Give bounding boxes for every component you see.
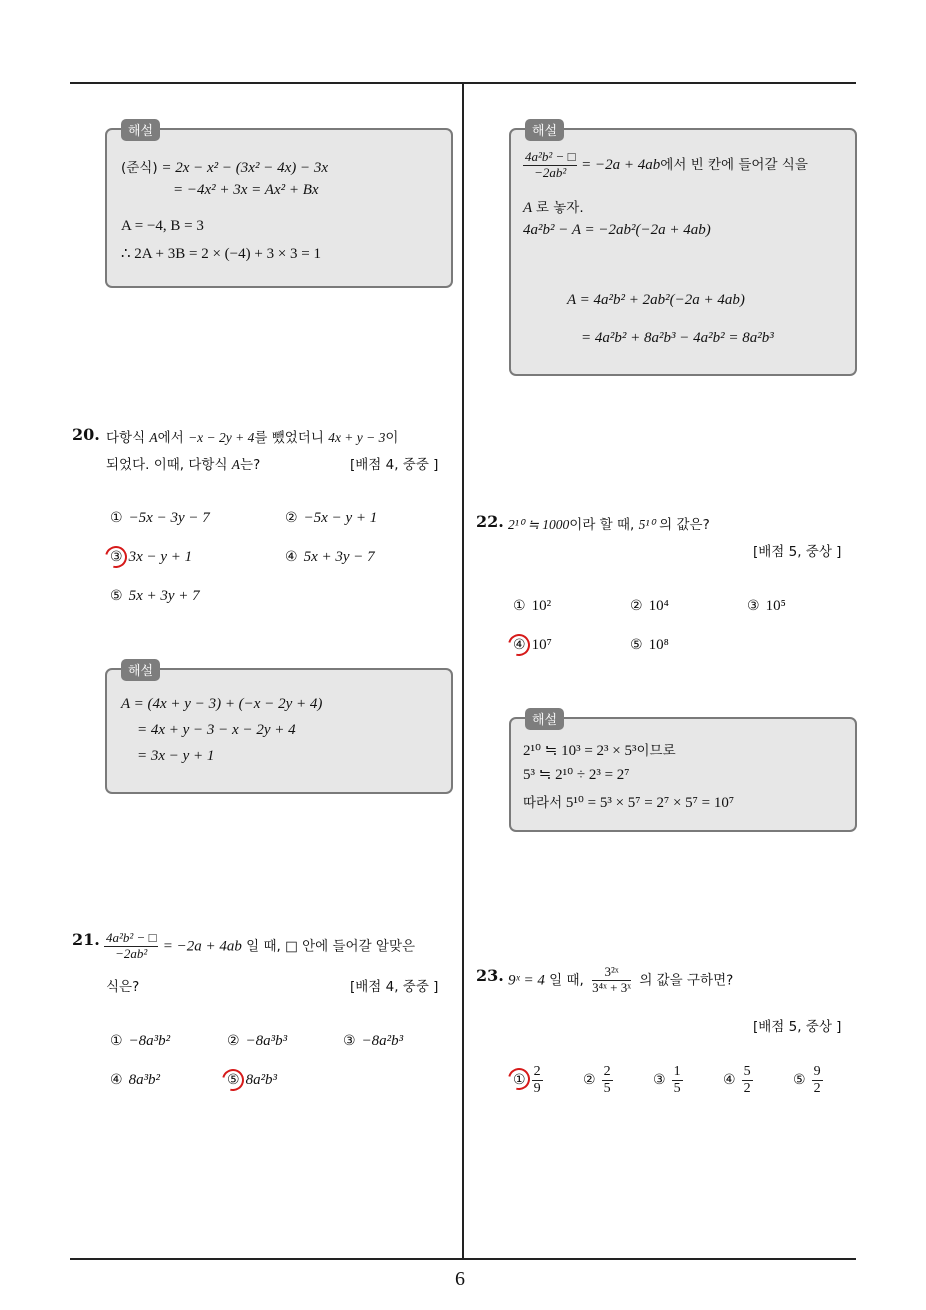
solution-line: 5³ ≒ 2¹⁰ ÷ 2³ = 2⁷ [523,767,630,783]
choice-3[interactable]: ③ 3x − y + 1 [110,549,193,565]
question-number: 23. [476,966,504,985]
solution-tag: 해설 [525,708,564,730]
solution-tag: 해설 [121,659,160,681]
solution-line: = 4a²b² + 8a²b³ − 4a²b² = 8a²b³ [581,330,774,346]
choice-3[interactable]: ③ $\frac{1}{5}$ [653,1064,681,1097]
question-number: 22. [476,512,504,531]
solution-line: ∴ 2A + 3B = 2 × (−4) + 3 × 3 = 1 [121,246,322,262]
solution-line: A = (4x + y − 3) + (−x − 2y + 4) [121,696,323,712]
question-text: 2¹⁰ ≒ 1000이라 할 때, 5¹⁰ 의 값은? [508,517,710,533]
bottom-rule [70,1258,856,1260]
choice-5[interactable]: ⑤ 8a²b³ [227,1072,278,1088]
solution-box-22 [509,713,857,832]
choice-2[interactable]: ② −5x − y + 1 [285,510,378,526]
choice-1[interactable]: ① −8a³b² [110,1033,171,1049]
choice-4[interactable]: ④ $\frac{5}{2}$ [723,1064,751,1097]
choice-4[interactable]: ④ 10⁷ [513,637,552,653]
question-number: 21. [72,930,100,949]
choice-5[interactable]: ⑤ 10⁸ [630,637,669,653]
fraction: $\frac{\text{3²ˣ}}{\text{3⁴ˣ + 3ˣ}}$ [592,964,632,995]
question-text: $\frac{\text{4a²b² − □}}{\text{−2ab²}}$ = −2a + 4ab 일 때, □ 안에 들어갈 알맞은 [106,930,416,961]
solution-line: A = −4, B = 3 [121,218,204,234]
choice-4[interactable]: ④ 5x + 3y − 7 [285,549,375,565]
page-number: 6 [455,1268,465,1290]
solution-line: = 3x − y + 1 [137,748,215,764]
question-text: 식은? [106,979,140,995]
choice-1[interactable]: ① 10² [513,598,552,614]
score-label: [배점 5, 중상 ] [753,1019,842,1035]
fraction: $\frac{\text{4a²b² − □}}{\text{−2ab²}}$ [525,149,576,180]
choice-1[interactable]: ① −5x − 3y − 7 [110,510,210,526]
answer-circle-mark [504,630,534,660]
solution-line: 2¹⁰ ≒ 10³ = 2³ × 5³이므로 [523,743,676,759]
solution-line: = −4x² + 3x = Ax² + Bx [173,182,319,198]
choice-4[interactable]: ④ 8a³b² [110,1072,161,1088]
solution-line: A = 4a²b² + 2ab²(−2a + 4ab) [567,292,745,308]
solution-tag: 해설 [525,119,564,141]
solution-line: 4a²b² − A = −2ab²(−2a + 4ab) [523,222,711,238]
choice-2[interactable]: ② $\frac{2}{5}$ [583,1064,611,1097]
answer-circle-mark [101,542,131,572]
fraction: $\frac{\text{4a²b² − □}}{\text{−2ab²}}$ [106,930,157,961]
solution-line: = 4x + y − 3 − x − 2y + 4 [137,722,296,738]
solution-box-21 [509,124,857,376]
choice-5[interactable]: ⑤ $\frac{9}{2}$ [793,1064,821,1097]
solution-line: (준식) = 2x − x² − (3x² − 4x) − 3x [121,160,329,176]
question-number: 20. [72,425,100,444]
choice-1[interactable]: ① $\frac{2}{9}$ [513,1064,541,1097]
choice-5[interactable]: ⑤ 5x + 3y + 7 [110,588,200,604]
column-divider [462,82,464,1258]
solution-tag: 해설 [121,119,160,141]
solution-line: A 로 놓자. [523,200,584,216]
choice-3[interactable]: ③ 10⁵ [747,598,786,614]
solution-box-20 [105,664,453,794]
score-label: [배점 4, 중중 ] [350,979,439,995]
solution-line: 따라서 5¹⁰ = 5³ × 5⁷ = 2⁷ × 5⁷ = 10⁷ [523,795,735,811]
question-text: 되었다. 이때, 다항식 A는? [106,457,261,473]
choice-3[interactable]: ③ −8a²b³ [343,1033,404,1049]
answer-circle-mark [218,1065,248,1095]
score-label: [배점 5, 중상 ] [753,544,842,560]
solution-line: $\frac{\text{4a²b² − □}}{\text{−2ab²}}$ = −2a + 4ab에서 빈 칸에 들어갈 식을 [525,149,808,180]
choice-2[interactable]: ② −8a³b³ [227,1033,288,1049]
choice-2[interactable]: ② 10⁴ [630,598,669,614]
question-text: 다항식 A에서 −x − 2y + 4를 뺐었더니 4x + y − 3이 [106,430,399,446]
solution-box-19 [105,124,453,288]
score-label: [배점 4, 중중 ] [350,457,439,473]
question-text: 9ˣ = 4 일 때, $\frac{\text{3²ˣ}}{\text{3⁴ˣ + 3ˣ}}$ 의 값을 구하면? [508,964,734,995]
